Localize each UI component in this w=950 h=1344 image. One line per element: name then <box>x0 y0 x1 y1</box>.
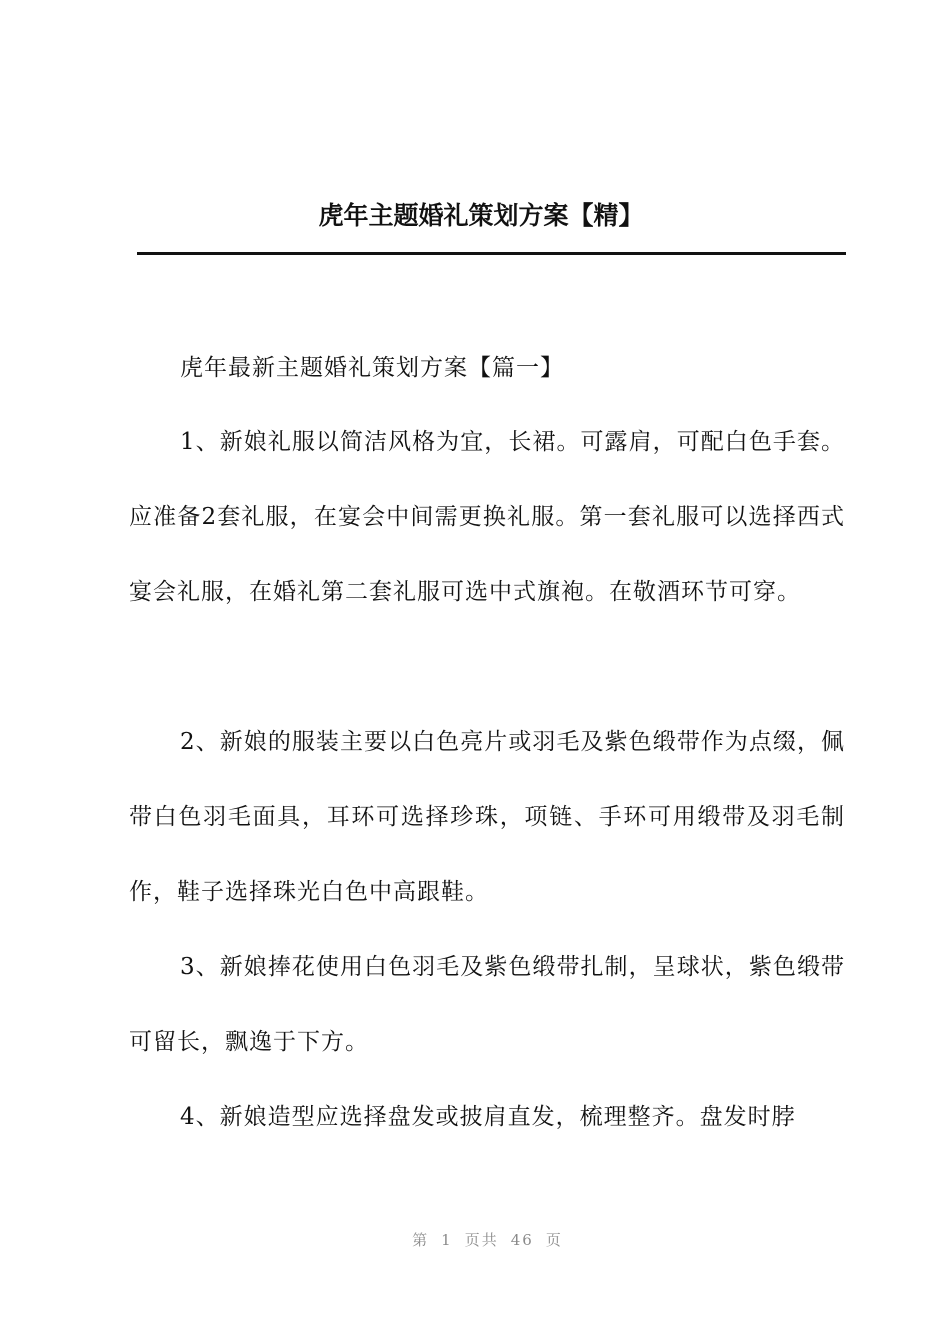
paragraph: 3、新娘捧花使用白色羽毛及紫色缎带扎制，呈球状，紫色缎带可留长，飘逸于下方。 <box>129 954 845 1055</box>
footer-prefix: 第 <box>412 1231 430 1249</box>
footer-middle: 页共 <box>464 1231 499 1249</box>
paragraph: 4、新娘造型应选择盘发或披肩直发，梳理整齐。盘发时脖 <box>180 1104 796 1130</box>
footer-total-pages: 46 <box>510 1231 534 1249</box>
paragraph: 2、新娘的服装主要以白色亮片或羽毛及紫色缎带作为点缀，佩带白色羽毛面具，耳环可选择珍珠，项链、手环可用缎带及羽毛制作，鞋子选择珠光白色中高跟鞋。 <box>129 729 845 905</box>
document-title: 虎年主题婚礼策划方案【精】 <box>318 201 644 230</box>
page-footer <box>0 1229 950 1250</box>
paragraph: 1、新娘礼服以简洁风格为宜，长裙。可露肩，可配白色手套。应准备2套礼服，在宴会中间需更换礼服。第一套礼服可以选择西式宴会礼服，在婚礼第二套礼服可选中式旗袍。在敬酒环节可穿。 <box>129 429 845 605</box>
title-divider <box>137 252 846 255</box>
section-heading: 虎年最新主题婚礼策划方案【篇一】 <box>180 355 564 381</box>
footer-page-number: 1 <box>441 1231 453 1249</box>
footer-suffix: 页 <box>545 1231 563 1249</box>
